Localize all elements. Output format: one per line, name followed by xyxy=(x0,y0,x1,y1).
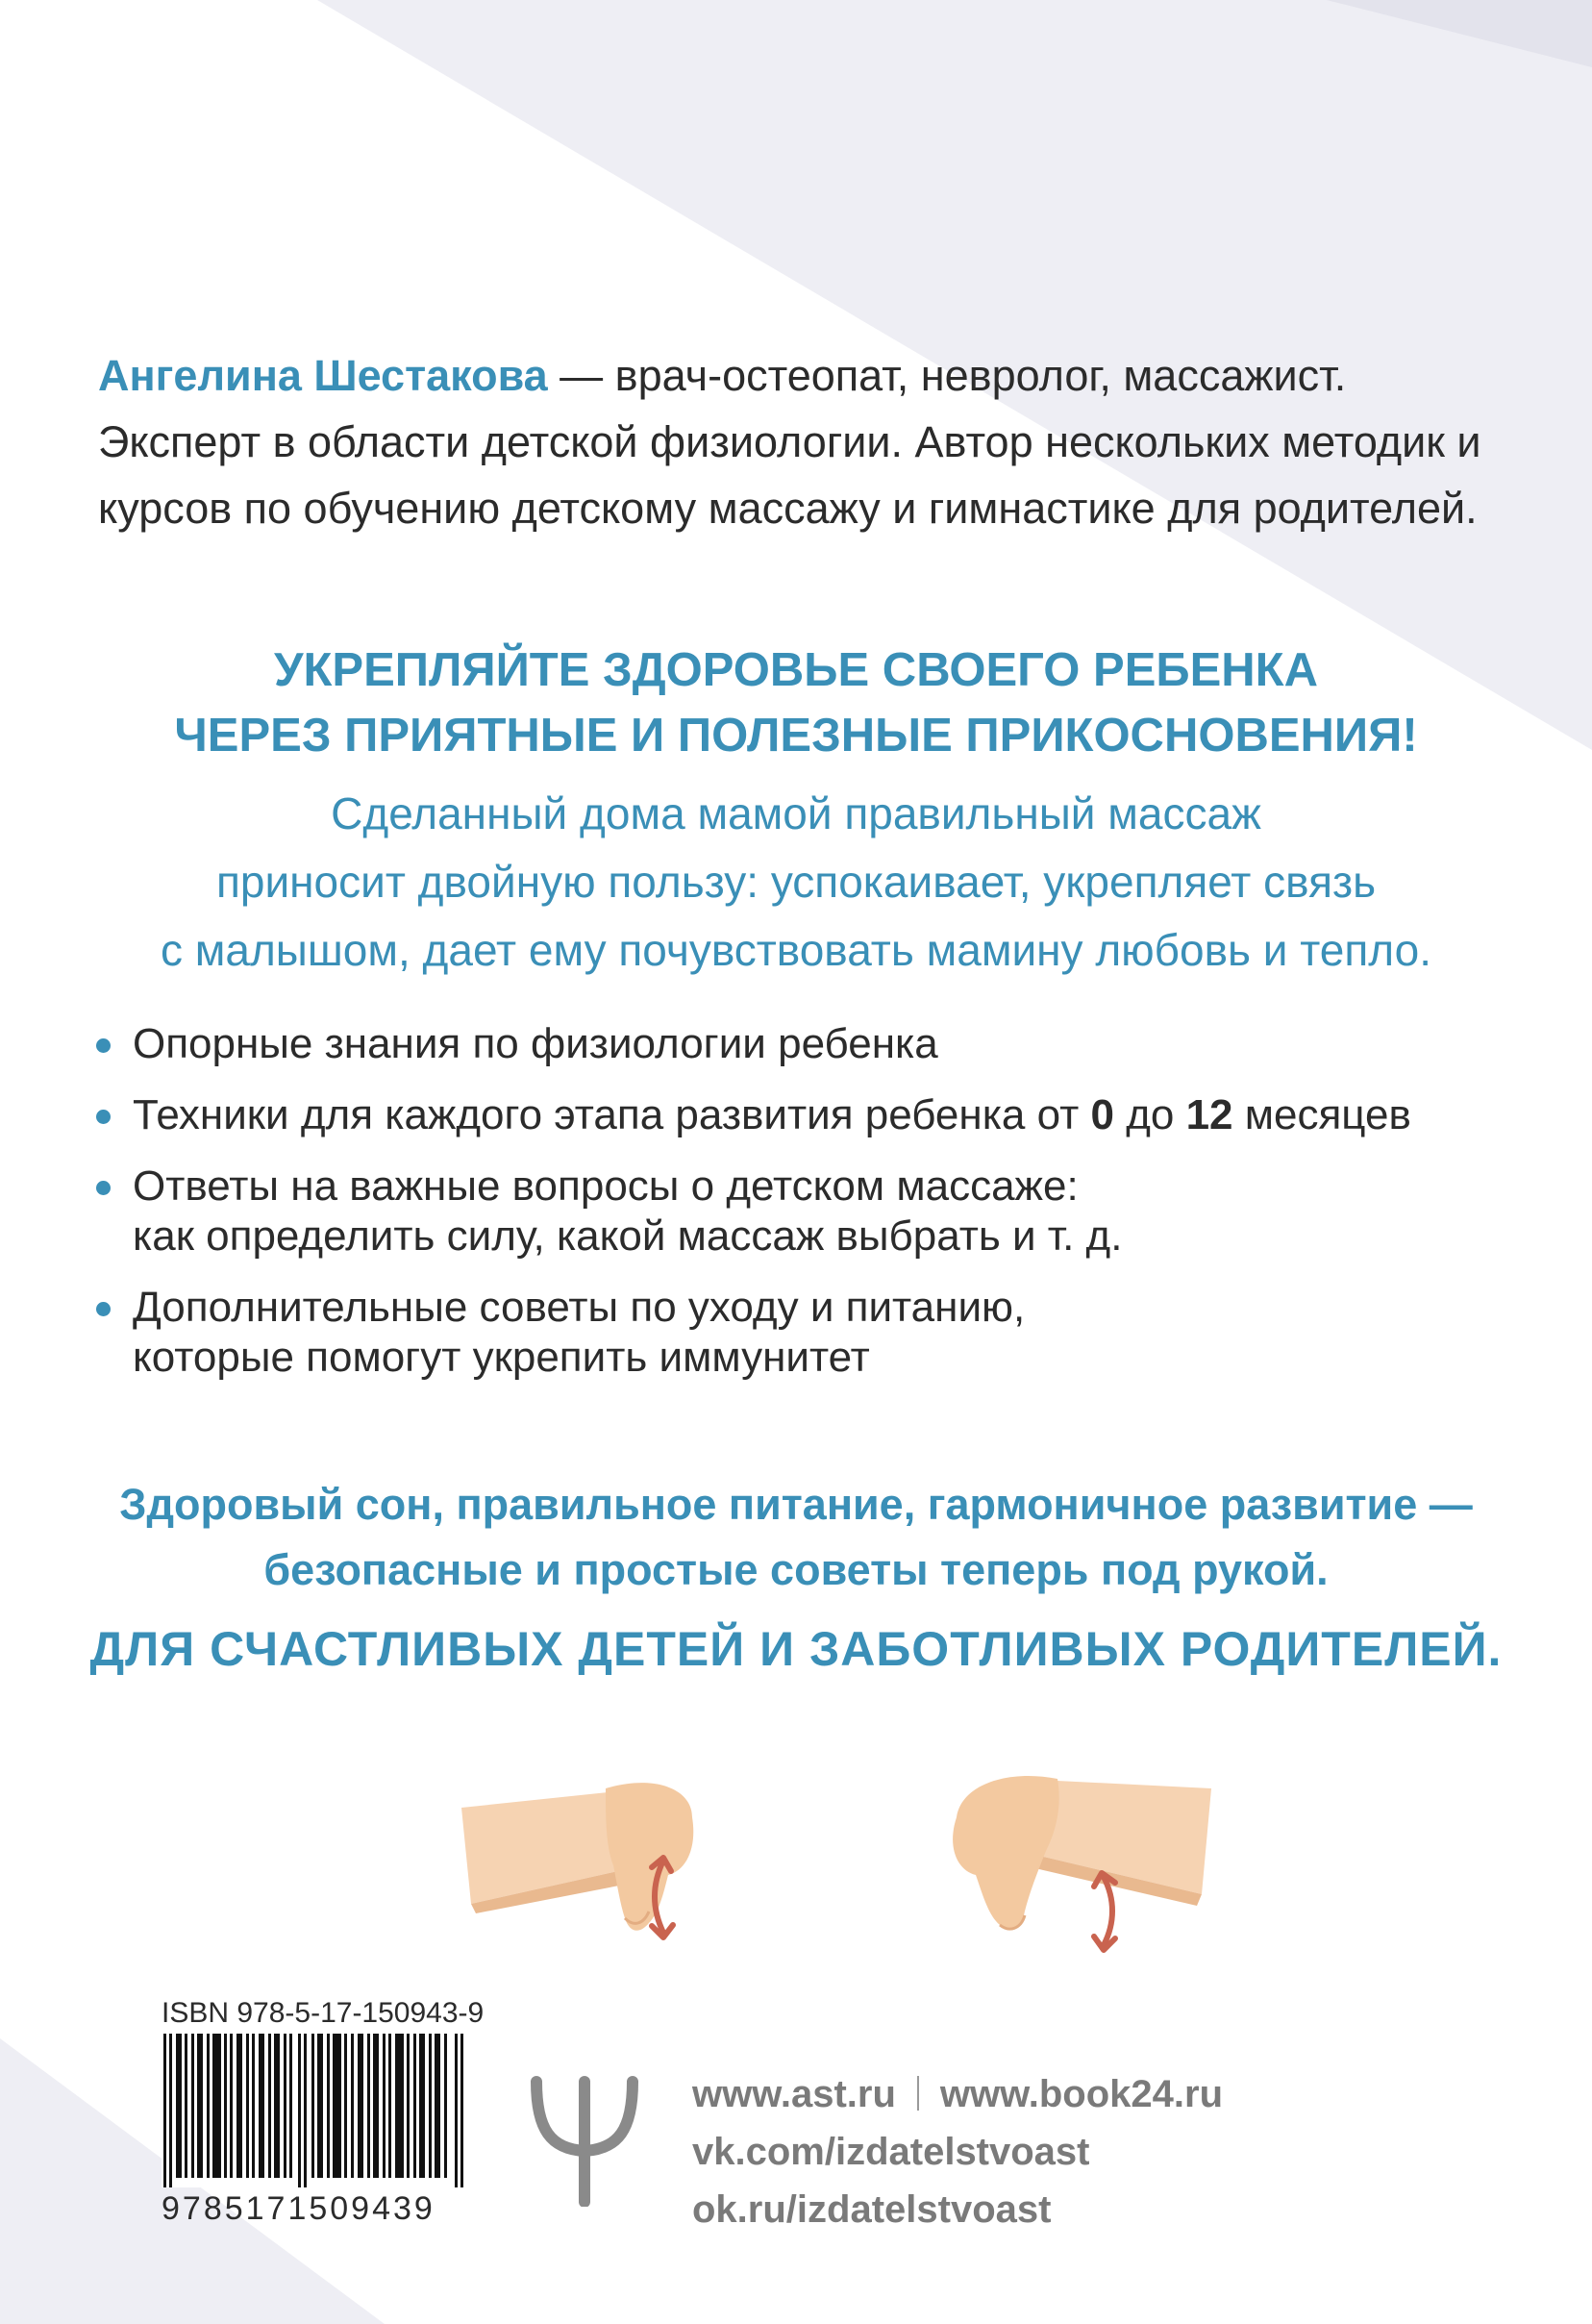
link-ast[interactable]: www.ast.ru xyxy=(692,2073,896,2115)
left-hand-icon xyxy=(461,1783,693,1931)
lead-line-1: Сделанный дома мамой правильный массаж xyxy=(331,788,1261,838)
feature-item: Ответы на важные вопросы о детском массаже: как определить силу, какой массаж выбрать и т. д. xyxy=(96,1162,1519,1262)
barcode-image xyxy=(162,2034,469,2187)
isbn-label: ISBN 978-5-17-150943-9 xyxy=(162,1997,485,2029)
publisher-links xyxy=(692,2065,1223,2238)
author-bio xyxy=(98,342,1492,541)
lead-line-3: с малышом, дает ему почувствовать мамину любовь и тепло. xyxy=(160,925,1432,975)
author-bio-text: — врач-остеопат, невролог, массажист. Эксперт в области детской физиологии. Автор нескольких методик и курсов по обучению детскому массажу и гимнастике для родителей. xyxy=(98,351,1481,533)
hands-illustration xyxy=(461,1750,1211,1990)
publisher-logo-icon xyxy=(527,2072,642,2207)
lead-line-2: приносит двойную пользу: успокаивает, укрепляет связь xyxy=(215,857,1377,907)
bullet-dot-icon xyxy=(96,1038,111,1053)
isbn-barcode-digits: 9785171509439 xyxy=(162,2190,435,2227)
link-ok[interactable]: ok.ru/izdatelstvoast xyxy=(692,2188,1052,2231)
feature-list xyxy=(96,1019,1519,1404)
age-from: 0 xyxy=(1090,1091,1114,1138)
feature-item: Опорные знания по физиологии ребенка xyxy=(96,1019,1519,1069)
feature-item: Техники для каждого этапа развития ребенка от 0 до 12 месяцев xyxy=(96,1090,1519,1140)
link-separator xyxy=(917,2076,919,2111)
bullet-dot-icon xyxy=(96,1302,111,1316)
bullet-dot-icon xyxy=(96,1181,111,1195)
link-book24[interactable]: www.book24.ru xyxy=(939,2073,1224,2115)
feature-item: Дополнительные советы по уходу и питанию, которые помогут укрепить иммунитет xyxy=(96,1283,1519,1383)
tagline: ДЛЯ СЧАСТЛИВЫХ ДЕТЕЙ И ЗАБОТЛИВЫХ РОДИТЕЛЕЙ. xyxy=(89,1622,1503,1676)
headline-line-2: ЧЕРЕЗ ПРИЯТНЫЕ И ПОЛЕЗНЫЕ ПРИКОСНОВЕНИЯ! xyxy=(174,710,1418,762)
author-name: Ангелина Шестакова xyxy=(98,351,548,400)
age-to: 12 xyxy=(1185,1091,1233,1138)
link-vk[interactable]: vk.com/izdatelstvoast xyxy=(692,2131,1090,2173)
bullet-dot-icon xyxy=(96,1110,111,1124)
right-hand-icon xyxy=(953,1776,1211,1930)
closing-line-1: Здоровый сон, правильное питание, гармоничное развитие — xyxy=(119,1480,1473,1529)
headline-line-1: УКРЕПЛЯЙТЕ ЗДОРОВЬЕ СВОЕГО РЕБЕНКА xyxy=(274,644,1318,696)
closing-line-2: безопасные и простые советы теперь под рукой. xyxy=(263,1545,1329,1594)
